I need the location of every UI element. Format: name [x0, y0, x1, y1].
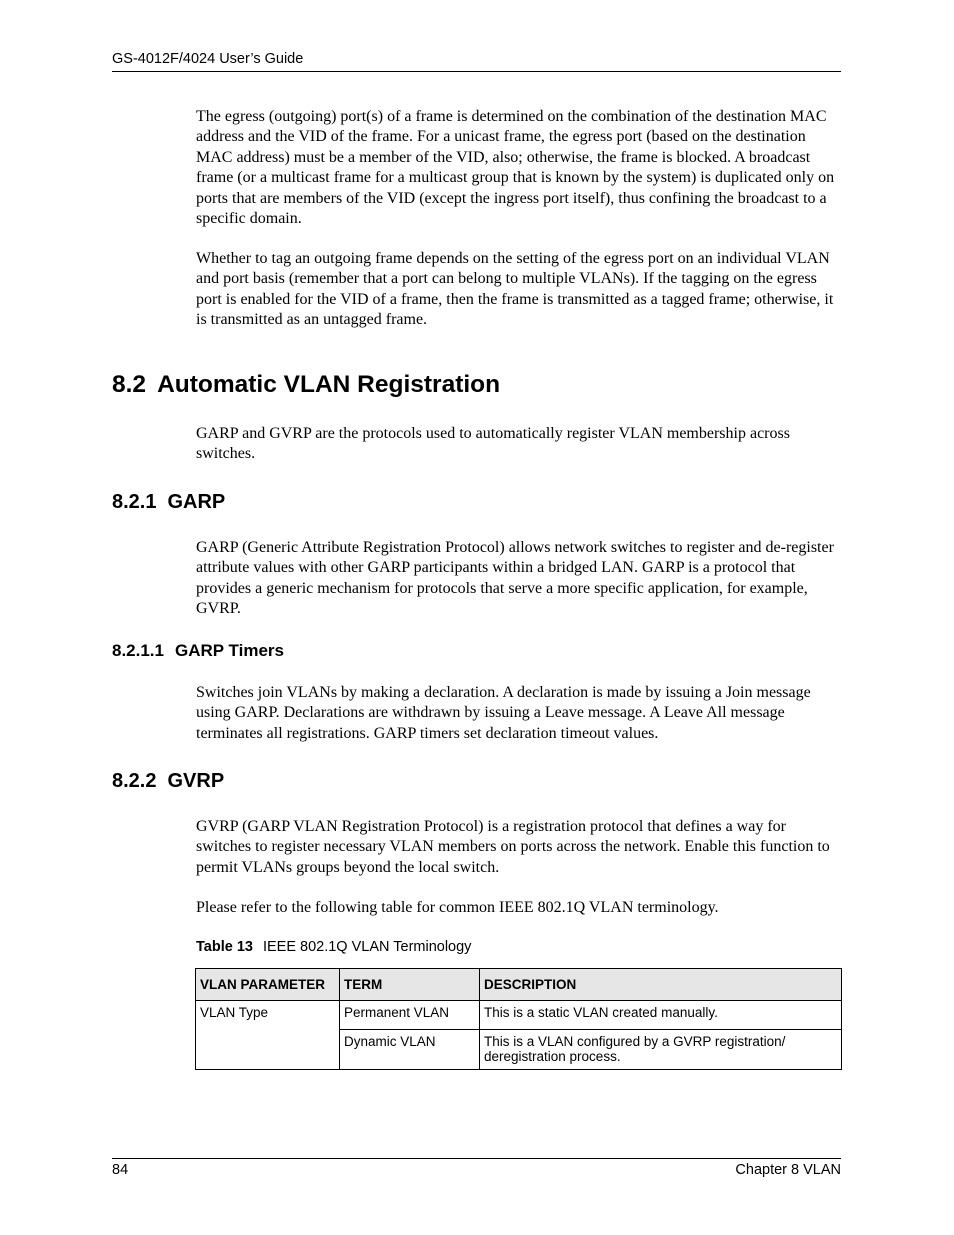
intro-paragraph-1: The egress (outgoing) port(s) of a frame is determined on the combination of the destination MAC address and the VID of the frame. For a unicast frame, the egress port (based on the destination MAC address) must be a member of the VID, also; otherwise, the frame is blocked. A broadcast frame (or a multicast frame for a multicast group that is known by the system) is duplicated only on ports that are members of the VID (except the ingress port itself), thus confining the broadcast to a specific domain. [196, 108, 835, 228]
table-caption [196, 939, 471, 955]
table-header-row [196, 969, 842, 1001]
section-number: 8.2.1 [112, 491, 157, 513]
section-title: GARP Timers [175, 641, 284, 660]
section-number: 8.2.2 [112, 770, 157, 792]
page-number: 84 [112, 1162, 129, 1178]
section-heading-8-2-1 [112, 491, 225, 514]
running-header: GS-4012F/4024 User’s Guide [112, 51, 304, 67]
intro-paragraph-2: Whether to tag an outgoing frame depends on the setting of the egress port on an individual VLAN and port basis (remember that a port can belong to multiple VLANs). If the tagging on the egress port is enabled for the VID of a frame, then the frame is transmitted as a tagged frame; otherwise, it is transmitted as an untagged frame. [196, 250, 834, 329]
table-cell: VLAN Type [196, 1001, 340, 1070]
section-title: GARP [167, 491, 226, 513]
footer-rule [112, 1158, 841, 1159]
section-8-2-1-paragraph: GARP (Generic Attribute Registration Protocol) allows network switches to register and de-register attribute values with other GARP participants within a bridged LAN. GARP is a protocol that provides a generic mechanism for protocols that serve a more specific application, for example, GVRP. [196, 539, 834, 618]
chapter-label: Chapter 8 VLAN [735, 1162, 841, 1178]
table-cell: Permanent VLAN [340, 1001, 480, 1030]
section-heading-8-2-1-1 [112, 641, 284, 661]
column-header: DESCRIPTION [480, 969, 842, 1001]
table-cell: Dynamic VLAN [340, 1030, 480, 1070]
table-caption-text: IEEE 802.1Q VLAN Terminology [262, 939, 472, 955]
table-row [196, 1001, 842, 1030]
section-8-2-2-paragraph-2: Please refer to the following table for common IEEE 802.1Q VLAN terminology. [196, 899, 719, 916]
table-caption-label: Table 13 [196, 939, 253, 955]
section-8-2-2-paragraph-1: GVRP (GARP VLAN Registration Protocol) is a registration protocol that defines a way for switches to register necessary VLAN members on ports across the network. Enable this function to permit VLANs groups beyond the local switch. [196, 818, 830, 876]
section-title: Automatic VLAN Registration [157, 371, 501, 398]
table-cell: This is a static VLAN created manually. [480, 1001, 842, 1030]
section-title: GVRP [167, 770, 225, 792]
section-8-2-1-1-paragraph: Switches join VLANs by making a declaration. A declaration is made by issuing a Join message using GARP. Declarations are withdrawn by issuing a Leave message. A Leave All message terminates all registrations. GARP timers set declaration timeout values. [196, 684, 811, 742]
section-heading-8-2-2 [112, 770, 224, 793]
column-header: TERM [340, 969, 480, 1001]
table-cell: This is a VLAN configured by a GVRP registration/ deregistration process. [480, 1030, 842, 1070]
section-number: 8.2.1.1 [112, 641, 164, 660]
header-rule [112, 71, 841, 72]
column-header: VLAN PARAMETER [196, 969, 340, 1001]
vlan-terminology-table [195, 968, 842, 1070]
section-heading-8-2 [112, 371, 500, 399]
section-number: 8.2 [112, 371, 147, 398]
section-8-2-paragraph: GARP and GVRP are the protocols used to automatically register VLAN membership across switches. [196, 425, 790, 463]
